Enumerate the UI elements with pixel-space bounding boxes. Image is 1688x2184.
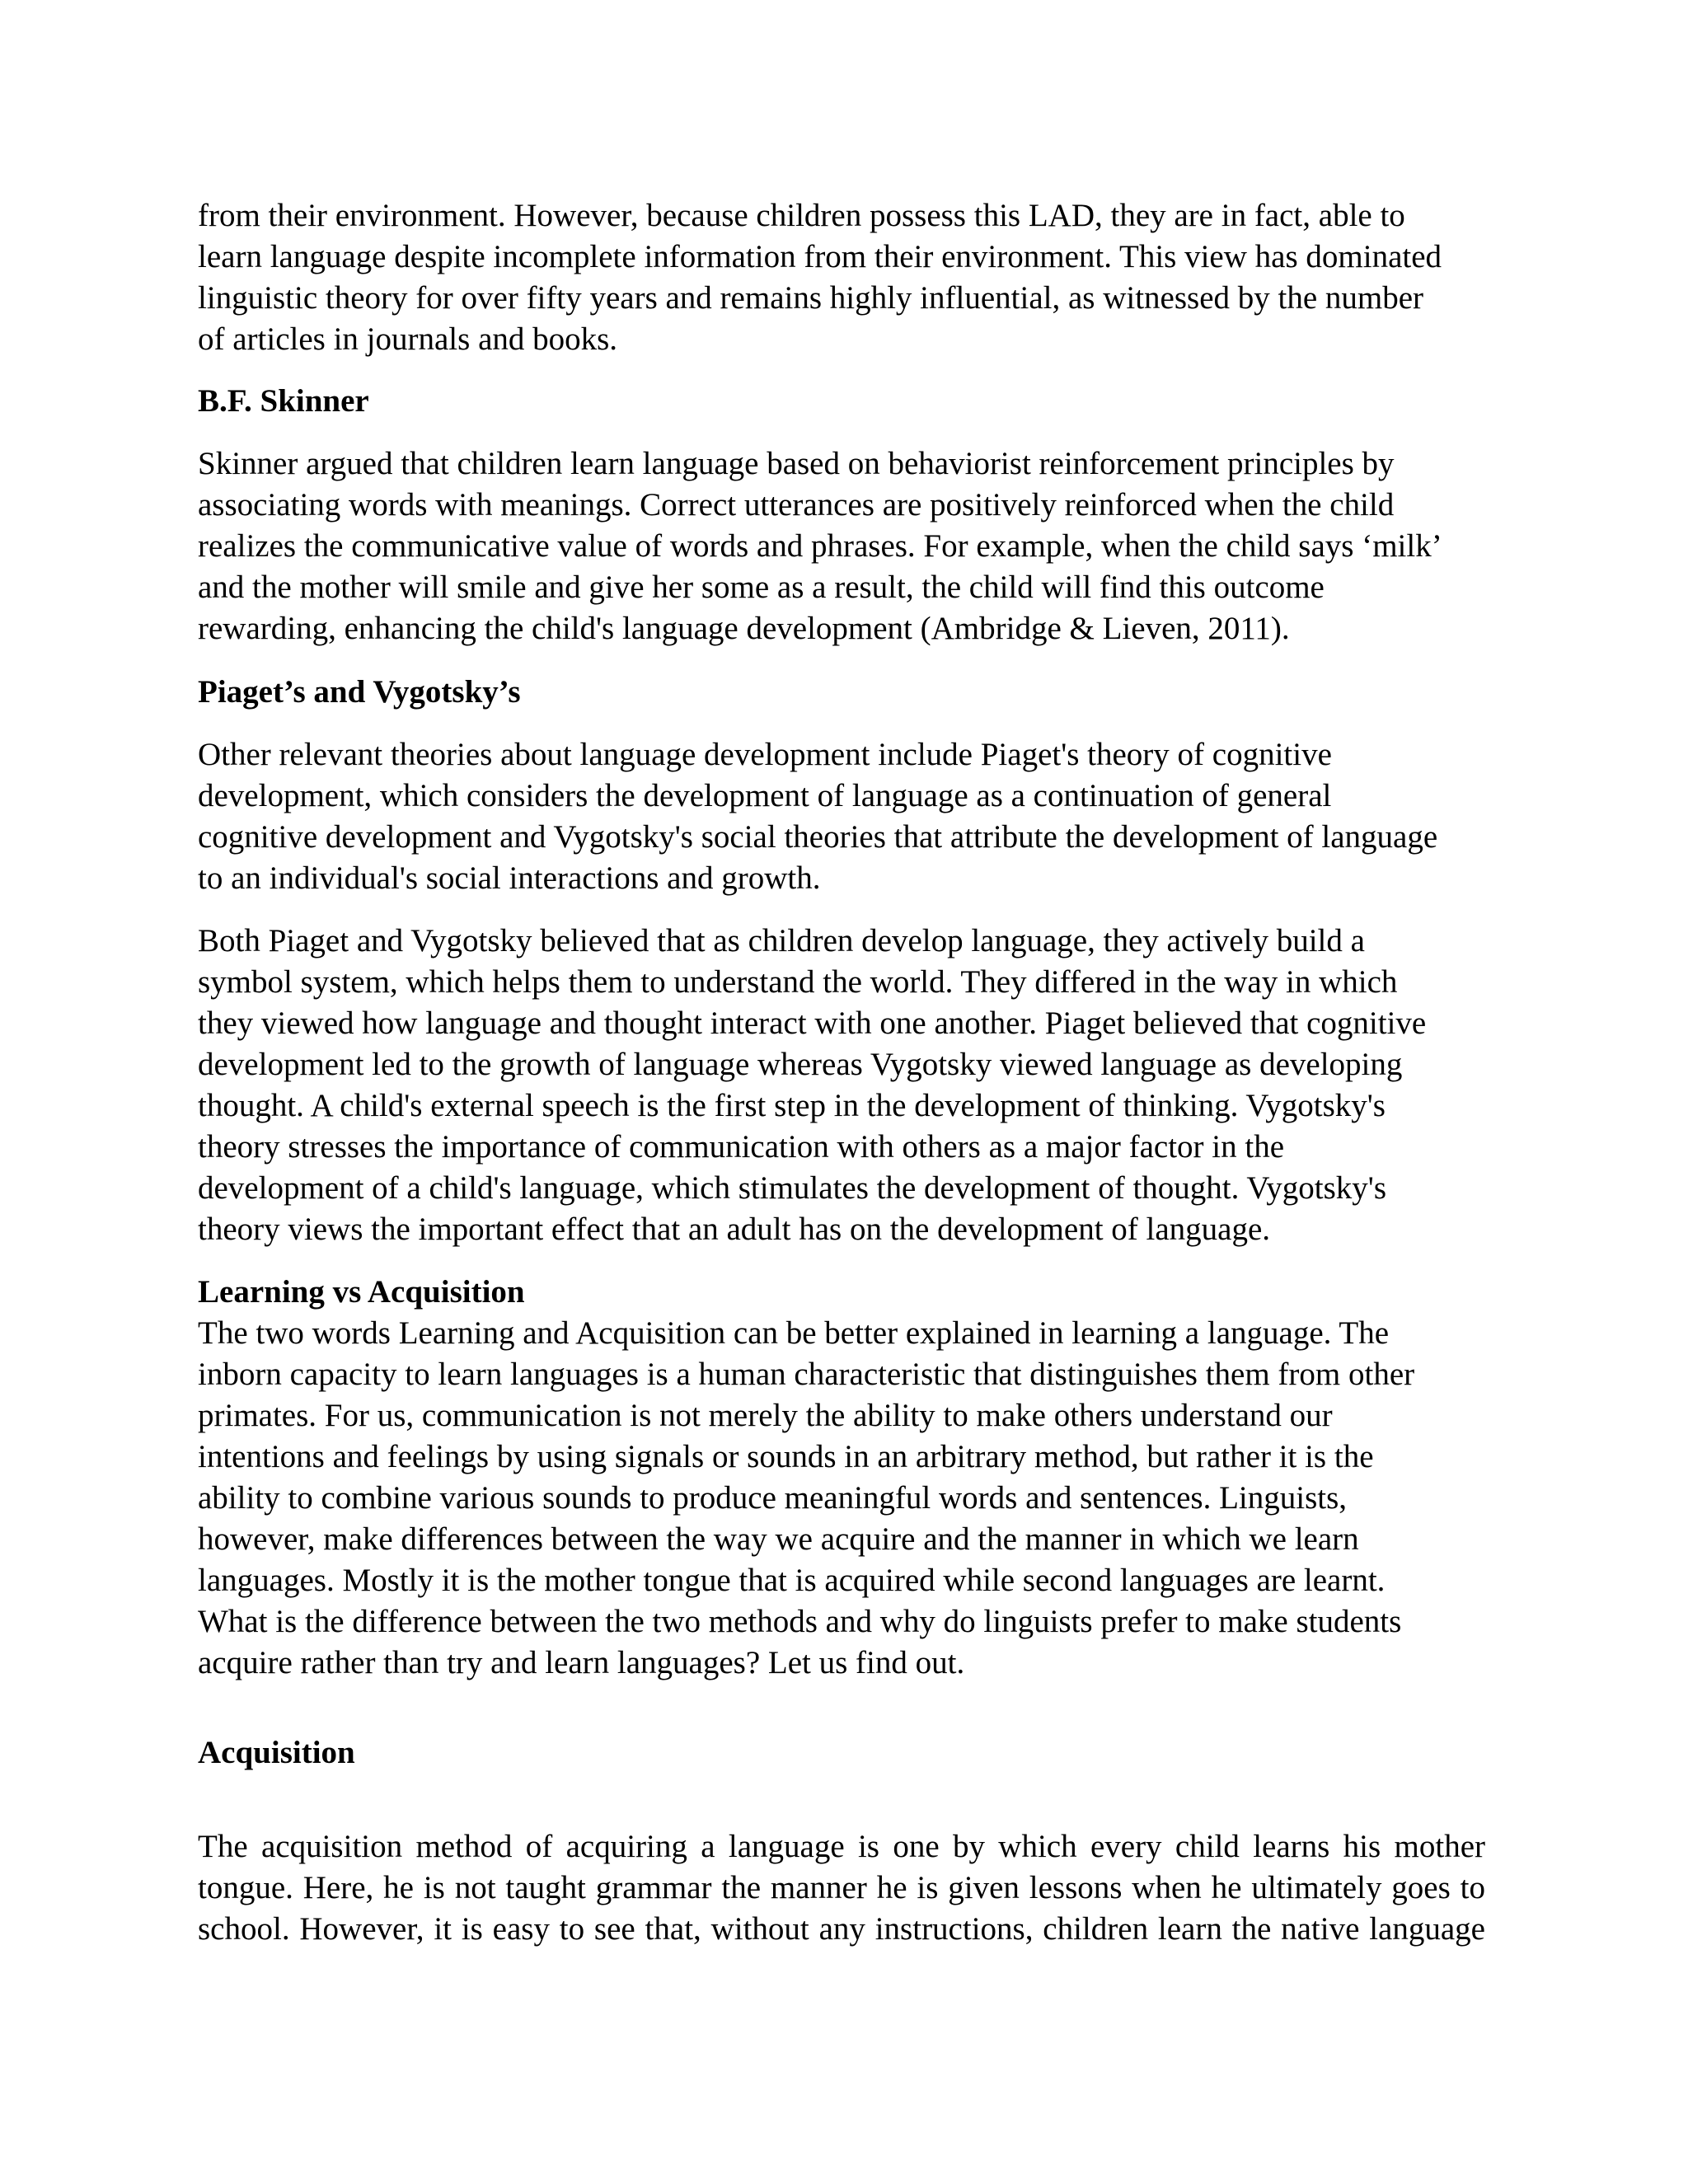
heading-acquisition: Acquisition: [198, 1735, 355, 1770]
acquisition-line: school. However, it is easy to see that, without any instructions, children learn the native language: [198, 1911, 1485, 1947]
heading-learning-vs-acquisition: Learning vs Acquisition: [198, 1274, 525, 1310]
heading-bf-skinner: B.F. Skinner: [198, 383, 369, 419]
learning-vs-acquisition-paragraph: The two words Learning and Acquisition can be better explained in learning a language. The inborn capacity to learn languages is a human characteristic that distinguishes them from other primates. For us, communication is not merely the ability to make others understand our intentions and feelings by using signals or sounds in an arbitrary method, but rather it is the ability to combine various sounds to produce meaningful words and sentences. Linguists, however, make differences between the way we acquire and the manner in which we learn languages. Mostly it is the mother tongue that is acquired while second languages are learnt. What is the difference between the two methods and why do linguists prefer to make students acquire rather than try and learn languages? Let us find out.: [198, 1315, 1415, 1680]
skinner-paragraph: Skinner argued that children learn language based on behaviorist reinforcement principles by associating words with meanings. Correct utterances are positively reinforced when the child realizes the communicative value of words and phrases. For example, when the child says ‘milk’ and the mother will smile and give her some as a result, the child will find this outcome rewarding, enhancing the child's language development (Ambridge & Lieven, 2011).: [198, 446, 1442, 646]
intro-paragraph: from their environment. However, because children possess this LAD, they are in fact, able to learn language despite incomplete information from their environment. This view has dominated linguistic theory for over fifty years and remains highly influential, as witnessed by the number of articles in journals and books.: [198, 198, 1442, 357]
acquisition-line: tongue. Here, he is not taught grammar the manner he is given lessons when he ultimately goes to: [198, 1870, 1485, 1905]
acquisition-paragraph: [198, 1826, 1485, 1950]
piaget-vygotsky-paragraph-2: Both Piaget and Vygotsky believed that as children develop language, they actively build a symbol system, which helps them to understand the world. They differed in the way in which they viewed how language and thought interact with one another. Piaget believed that cognitive development led to the growth of language whereas Vygotsky viewed language as developing thought. A child's external speech is the first step in the development of thinking. Vygotsky's theory stresses the importance of communication with others as a major factor in the development of a child's language, which stimulates the development of thought. Vygotsky's theory views the important effect that an adult has on the development of language.: [198, 923, 1427, 1247]
acquisition-line: The acquisition method of acquiring a language is one by which every child learns his mother: [198, 1829, 1485, 1864]
heading-piaget-vygotsky: Piaget’s and Vygotsky’s: [198, 674, 521, 710]
piaget-vygotsky-paragraph-1: Other relevant theories about language development include Piaget's theory of cognitive development, which considers the development of language as a continuation of general cognitive development and Vygotsky's social theories that attribute the development of language to an individual's social interactions and growth.: [198, 737, 1438, 896]
